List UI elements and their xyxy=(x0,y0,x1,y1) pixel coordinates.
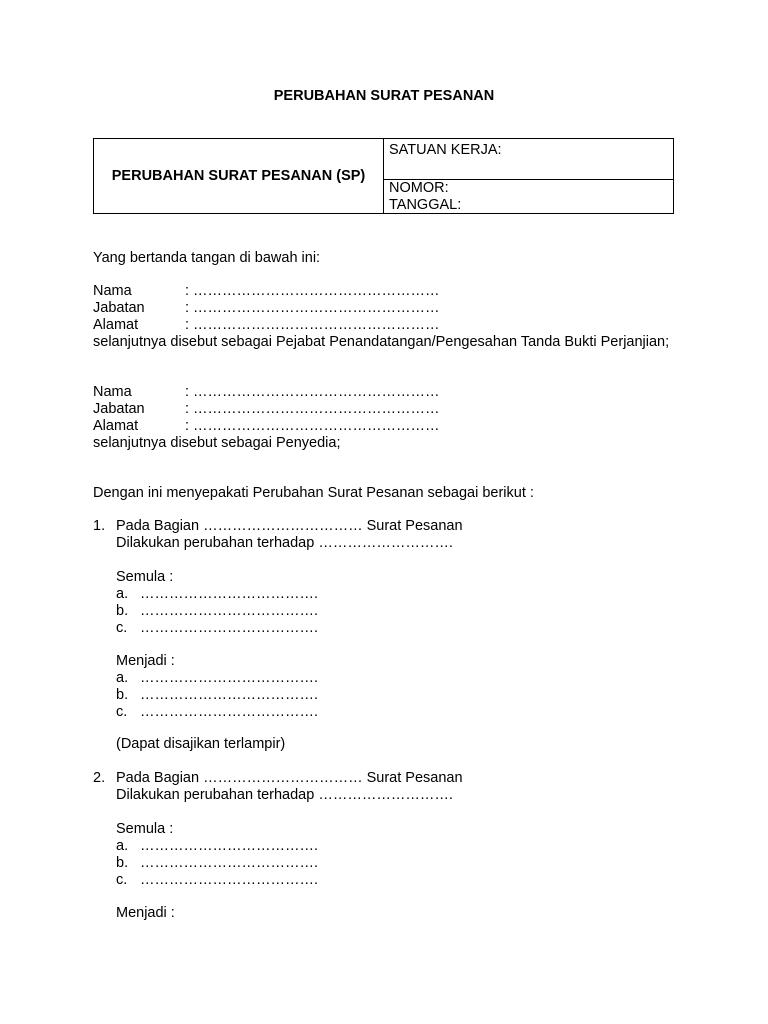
item2-semula-a-blank: ………………………………. xyxy=(140,838,319,854)
header-table xyxy=(93,138,674,214)
nomor-tanggal-cell xyxy=(384,180,673,213)
item1-bagian-line: Pada Bagian …………………………… Surat Pesanan xyxy=(116,518,463,534)
item1-menjadi-b-letter: b. xyxy=(116,687,129,703)
party1-alamat-blank: : …………………………………………… xyxy=(185,317,440,333)
item1-menjadi-a-letter: a. xyxy=(116,670,129,686)
satuan-kerja-cell xyxy=(384,139,673,180)
item1-semula-c-blank: ………………………………. xyxy=(140,620,319,636)
intro-text: Yang bertanda tangan di bawah ini: xyxy=(93,250,321,266)
item1-menjadi-c-blank: ………………………………. xyxy=(140,704,319,720)
item1-semula-a-blank: ………………………………. xyxy=(140,586,319,602)
item1-menjadi-a-blank: ………………………………. xyxy=(140,670,319,686)
item2-semula-a-letter: a. xyxy=(116,838,129,854)
document-title: PERUBAHAN SURAT PESANAN xyxy=(273,88,495,104)
item1-semula-b-blank: ………………………………. xyxy=(140,603,319,619)
party2-jabatan-blank: : …………………………………………… xyxy=(185,401,440,417)
header-table-title: PERUBAHAN SURAT PESANAN (SP) xyxy=(94,139,384,213)
item2-semula-c-letter: c. xyxy=(116,872,128,888)
item2-semula-c-blank: ………………………………. xyxy=(140,872,319,888)
party1-nama-blank: : …………………………………………… xyxy=(185,283,440,299)
item2-menjadi-label: Menjadi : xyxy=(116,905,175,921)
party1-nama-label: Nama xyxy=(93,283,132,299)
item1-semula-a-letter: a. xyxy=(116,586,129,602)
item2-semula-b-blank: ………………………………. xyxy=(140,855,319,871)
tanggal-label: TANGGAL: xyxy=(389,196,462,213)
party2-alamat-blank: : …………………………………………… xyxy=(185,418,440,434)
item2-semula-label: Semula : xyxy=(116,821,174,837)
item1-perubahan-line: Dilakukan perubahan terhadap ………………………. xyxy=(116,535,453,551)
party1-jabatan-label: Jabatan xyxy=(93,300,145,316)
party1-alamat-label: Alamat xyxy=(93,317,139,333)
item1-menjadi-b-blank: ………………………………. xyxy=(140,687,319,703)
agreement-text: Dengan ini menyepakati Perubahan Surat Pesanan sebagai berikut : xyxy=(93,485,534,501)
party1-jabatan-blank: : …………………………………………… xyxy=(185,300,440,316)
party2-nama-label: Nama xyxy=(93,384,132,400)
party2-alamat-label: Alamat xyxy=(93,418,139,434)
item2-bagian-line: Pada Bagian …………………………… Surat Pesanan xyxy=(116,770,463,786)
item1-semula-b-letter: b. xyxy=(116,603,129,619)
item2-perubahan-line: Dilakukan perubahan terhadap ………………………. xyxy=(116,787,453,803)
item1-number: 1. xyxy=(93,518,106,534)
item1-menjadi-c-letter: c. xyxy=(116,704,128,720)
item2-semula-b-letter: b. xyxy=(116,855,129,871)
item1-semula-label: Semula : xyxy=(116,569,174,585)
party2-nama-blank: : …………………………………………… xyxy=(185,384,440,400)
item1-semula-c-letter: c. xyxy=(116,620,128,636)
party1-closing: selanjutnya disebut sebagai Pejabat Penandatangan/Pengesahan Tanda Bukti Perjanjian; xyxy=(93,334,670,350)
item1-menjadi-label: Menjadi : xyxy=(116,653,175,669)
satuan-kerja-label: SATUAN KERJA: xyxy=(389,142,502,158)
nomor-label: NOMOR: xyxy=(389,180,449,196)
item1-note: (Dapat disajikan terlampir) xyxy=(116,736,286,752)
item2-number: 2. xyxy=(93,770,106,786)
party2-closing: selanjutnya disebut sebagai Penyedia; xyxy=(93,435,341,451)
party2-jabatan-label: Jabatan xyxy=(93,401,145,417)
